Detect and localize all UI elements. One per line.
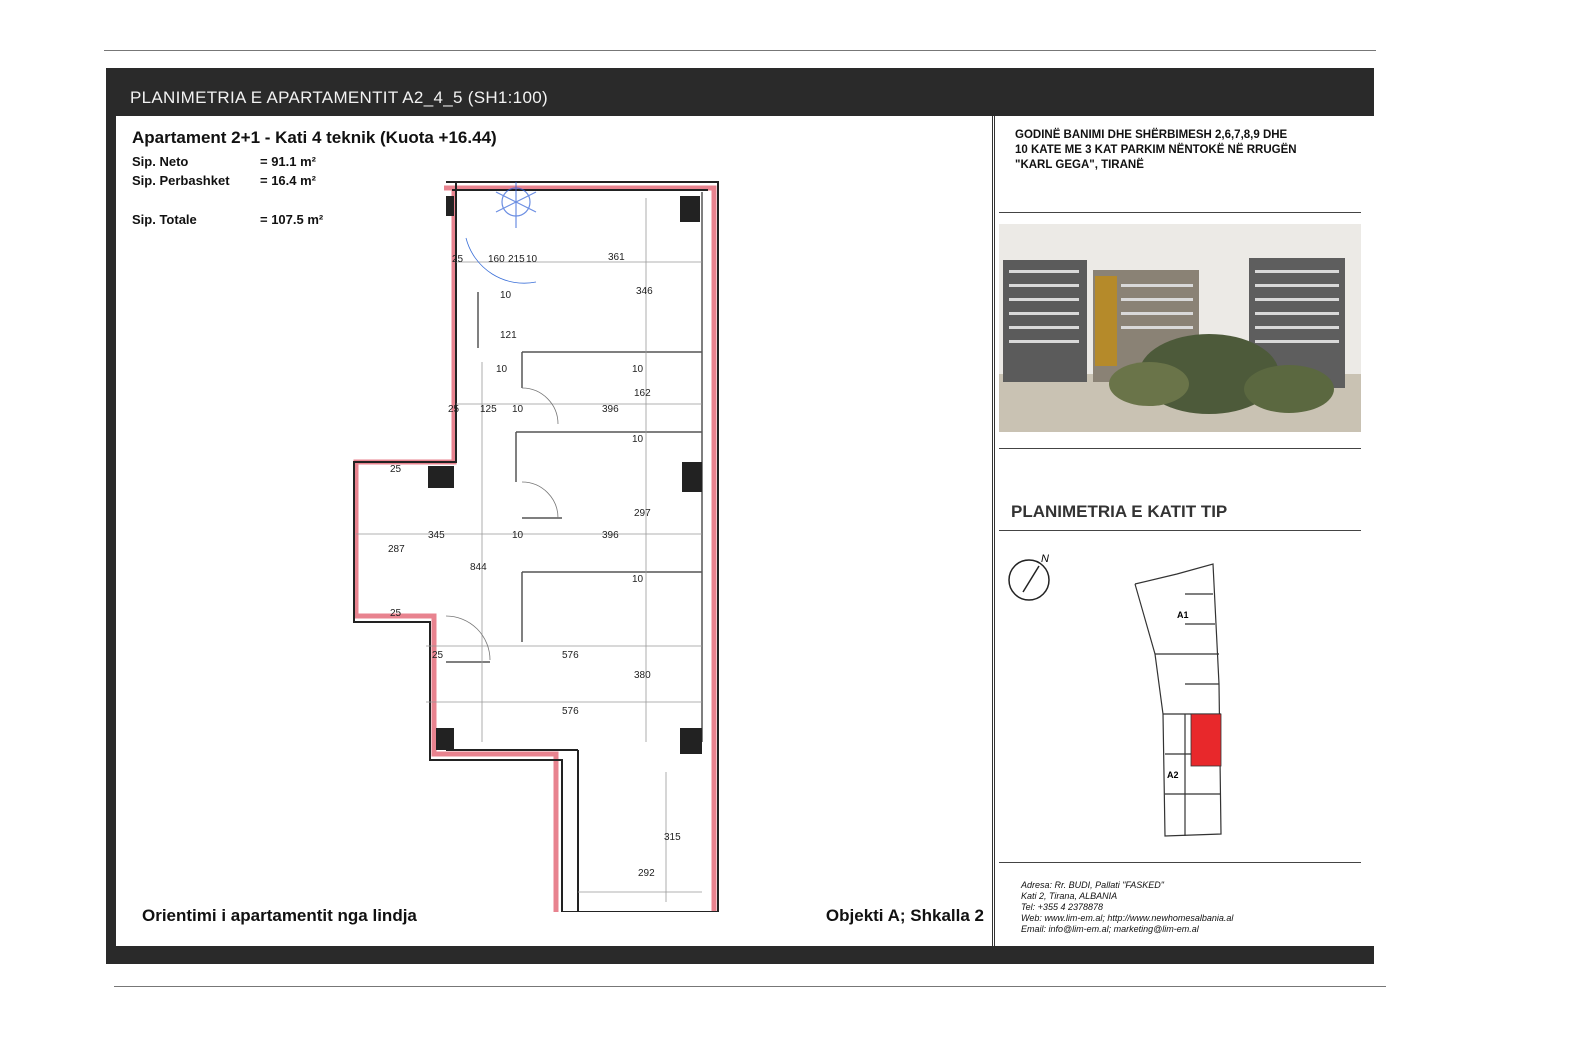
- compass-icon: [1003, 546, 1063, 606]
- floor-plan-title: PLANIMETRIA E KATIT TIP: [1011, 502, 1228, 521]
- dim-label: 287: [388, 544, 405, 555]
- prop-label: Sip. Neto: [132, 154, 189, 169]
- dim-label: 10: [526, 254, 538, 265]
- dim-label: 121: [500, 330, 517, 341]
- building-label-a1: A1: [1177, 610, 1189, 620]
- contact-tel: Tel: +355 4 2378878: [1021, 902, 1103, 912]
- dim-label: 297: [634, 508, 651, 519]
- dim-label: 844: [470, 562, 487, 573]
- north-label: N: [1041, 553, 1049, 565]
- dim-label: 10: [496, 364, 508, 375]
- dim-label: 315: [664, 832, 681, 843]
- dim-label: 10: [632, 434, 644, 445]
- dim-label: 125: [480, 404, 497, 415]
- dim-label: 396: [602, 404, 619, 415]
- dim-label: 25: [448, 404, 460, 415]
- sheet-title: PLANIMETRIA E APARTAMENTIT A2_4_5 (SH1:100): [130, 88, 548, 107]
- dim-label: 10: [512, 530, 524, 541]
- dim-label: 25: [390, 464, 402, 475]
- divider: [999, 530, 1361, 531]
- plan-sheet: [106, 68, 1374, 964]
- dim-label: 215: [508, 254, 525, 265]
- object-caption: Objekti A; Shkalla 2: [825, 906, 984, 925]
- dim-label: 10: [632, 574, 644, 585]
- dim-label: 380: [634, 670, 651, 681]
- building-label-a2: A2: [1167, 770, 1179, 780]
- floor-key-plan: [1125, 554, 1245, 844]
- dim-label: 576: [562, 706, 579, 717]
- prop-label: Sip. Perbashket: [132, 173, 230, 188]
- apartment-heading: Apartament 2+1 - Kati 4 teknik (Kuota +16.44): [132, 128, 497, 147]
- dim-label: 10: [632, 364, 644, 375]
- divider: [999, 212, 1361, 213]
- apartment-panel: [116, 116, 995, 946]
- dim-label: 160: [488, 254, 505, 265]
- prop-value: = 16.4 m²: [260, 173, 317, 188]
- apartment-floor-plan: [346, 172, 766, 912]
- highlighted-unit: [1191, 714, 1221, 766]
- project-line: 10 KATE ME 3 KAT PARKIM NËNTOKË NË RRUGËN: [1015, 144, 1297, 156]
- dim-label: 25: [432, 650, 444, 661]
- contact-city: Kati 2, Tirana, ALBANIA: [1021, 891, 1118, 901]
- prop-value: = 107.5 m²: [260, 212, 324, 227]
- divider: [999, 448, 1361, 449]
- building-render-image: [999, 224, 1361, 432]
- project-line: "KARL GEGA", TIRANË: [1015, 159, 1144, 171]
- contact-web: Web: www.lim-em.al; http://www.newhomesalbania.al: [1021, 913, 1234, 923]
- dim-label: 345: [428, 530, 445, 541]
- project-title: [1015, 128, 1345, 173]
- bottom-rule: [114, 986, 1386, 987]
- info-panel: [995, 116, 1374, 946]
- sheet-body: [116, 116, 1374, 946]
- dim-label: 346: [636, 286, 653, 297]
- prop-label: Sip. Totale: [132, 212, 197, 227]
- project-line: GODINË BANIMI DHE SHËRBIMESH 2,6,7,8,9 DHE: [1015, 129, 1288, 141]
- prop-value: = 91.1 m²: [260, 154, 317, 169]
- dim-label: 25: [390, 608, 402, 619]
- dim-label: 396: [602, 530, 619, 541]
- contact-block: [1021, 880, 1233, 935]
- top-rule: [104, 50, 1376, 51]
- contact-email: Email: info@lim-em.al; marketing@lim-em.al: [1021, 924, 1199, 934]
- dim-label: 25: [452, 254, 464, 265]
- dim-label: 10: [512, 404, 524, 415]
- prop-row-neto: [132, 154, 317, 169]
- dim-label: 361: [608, 252, 625, 263]
- divider: [999, 862, 1361, 863]
- dim-label: 576: [562, 650, 579, 661]
- dim-label: 10: [500, 290, 512, 301]
- orientation-caption: Orientimi i apartamentit nga lindja: [142, 906, 417, 925]
- dim-label: 292: [638, 868, 655, 879]
- prop-row-totale: [132, 212, 324, 227]
- contact-address: Adresa: Rr. BUDI, Pallati "FASKED": [1021, 880, 1164, 890]
- dim-label: 162: [634, 388, 651, 399]
- prop-row-perbashket: [132, 173, 317, 188]
